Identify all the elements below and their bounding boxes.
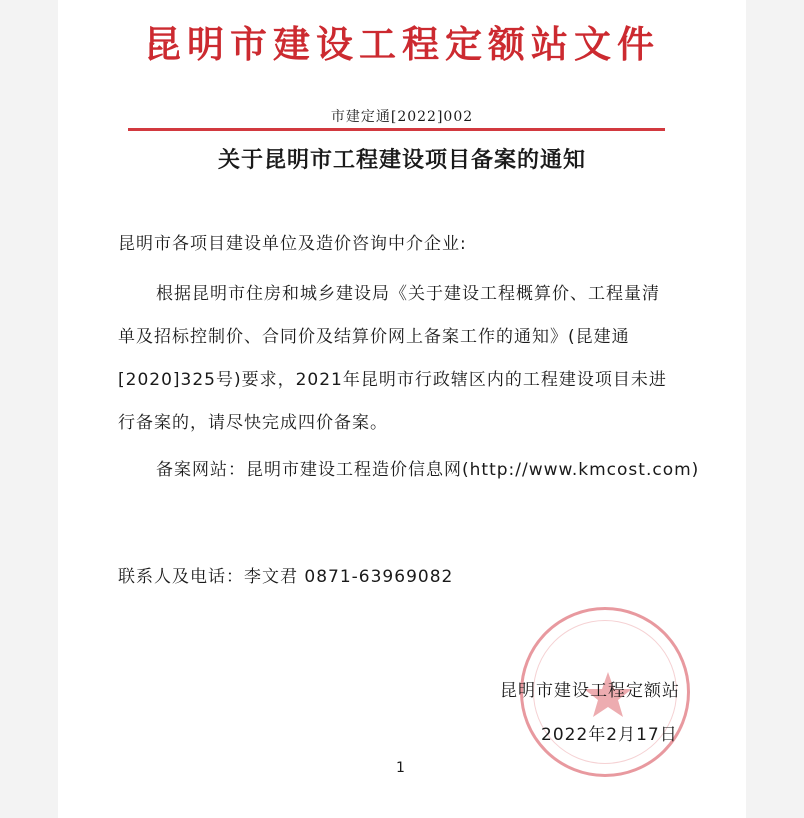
page-number: 1 [396,760,405,776]
notice-title: 关于昆明市工程建设项目备案的通知 [217,147,586,173]
paragraph-line: 行备案的，请尽快完成四价备案。 [118,413,388,433]
signature-date: 2022年2月17日 [541,725,678,745]
red-divider-line [128,128,665,131]
signature-organization: 昆明市建设工程定额站 [500,681,680,701]
document-number: 市建定通[2022]002 [330,109,474,125]
website-line: 备案网站：昆明市建设工程造价信息网(http://www.kmcost.com) [156,460,700,480]
paragraph-line: 根据昆明市住房和城乡建设局《关于建设工程概算价、工程量清 [156,284,660,304]
issuer-red-title: 昆明市建设工程定额站文件 [144,22,660,66]
salutation: 昆明市各项目建设单位及造价咨询中介企业: [118,234,467,254]
paragraph-line: [2020]325号)要求，2021年昆明市行政辖区内的工程建设项目未进 [118,370,667,390]
paragraph-line: 单及招标控制价、合同价及结算价网上备案工作的通知》(昆建通 [118,327,630,347]
contact-line: 联系人及电话：李文君 0871-63969082 [118,567,454,587]
